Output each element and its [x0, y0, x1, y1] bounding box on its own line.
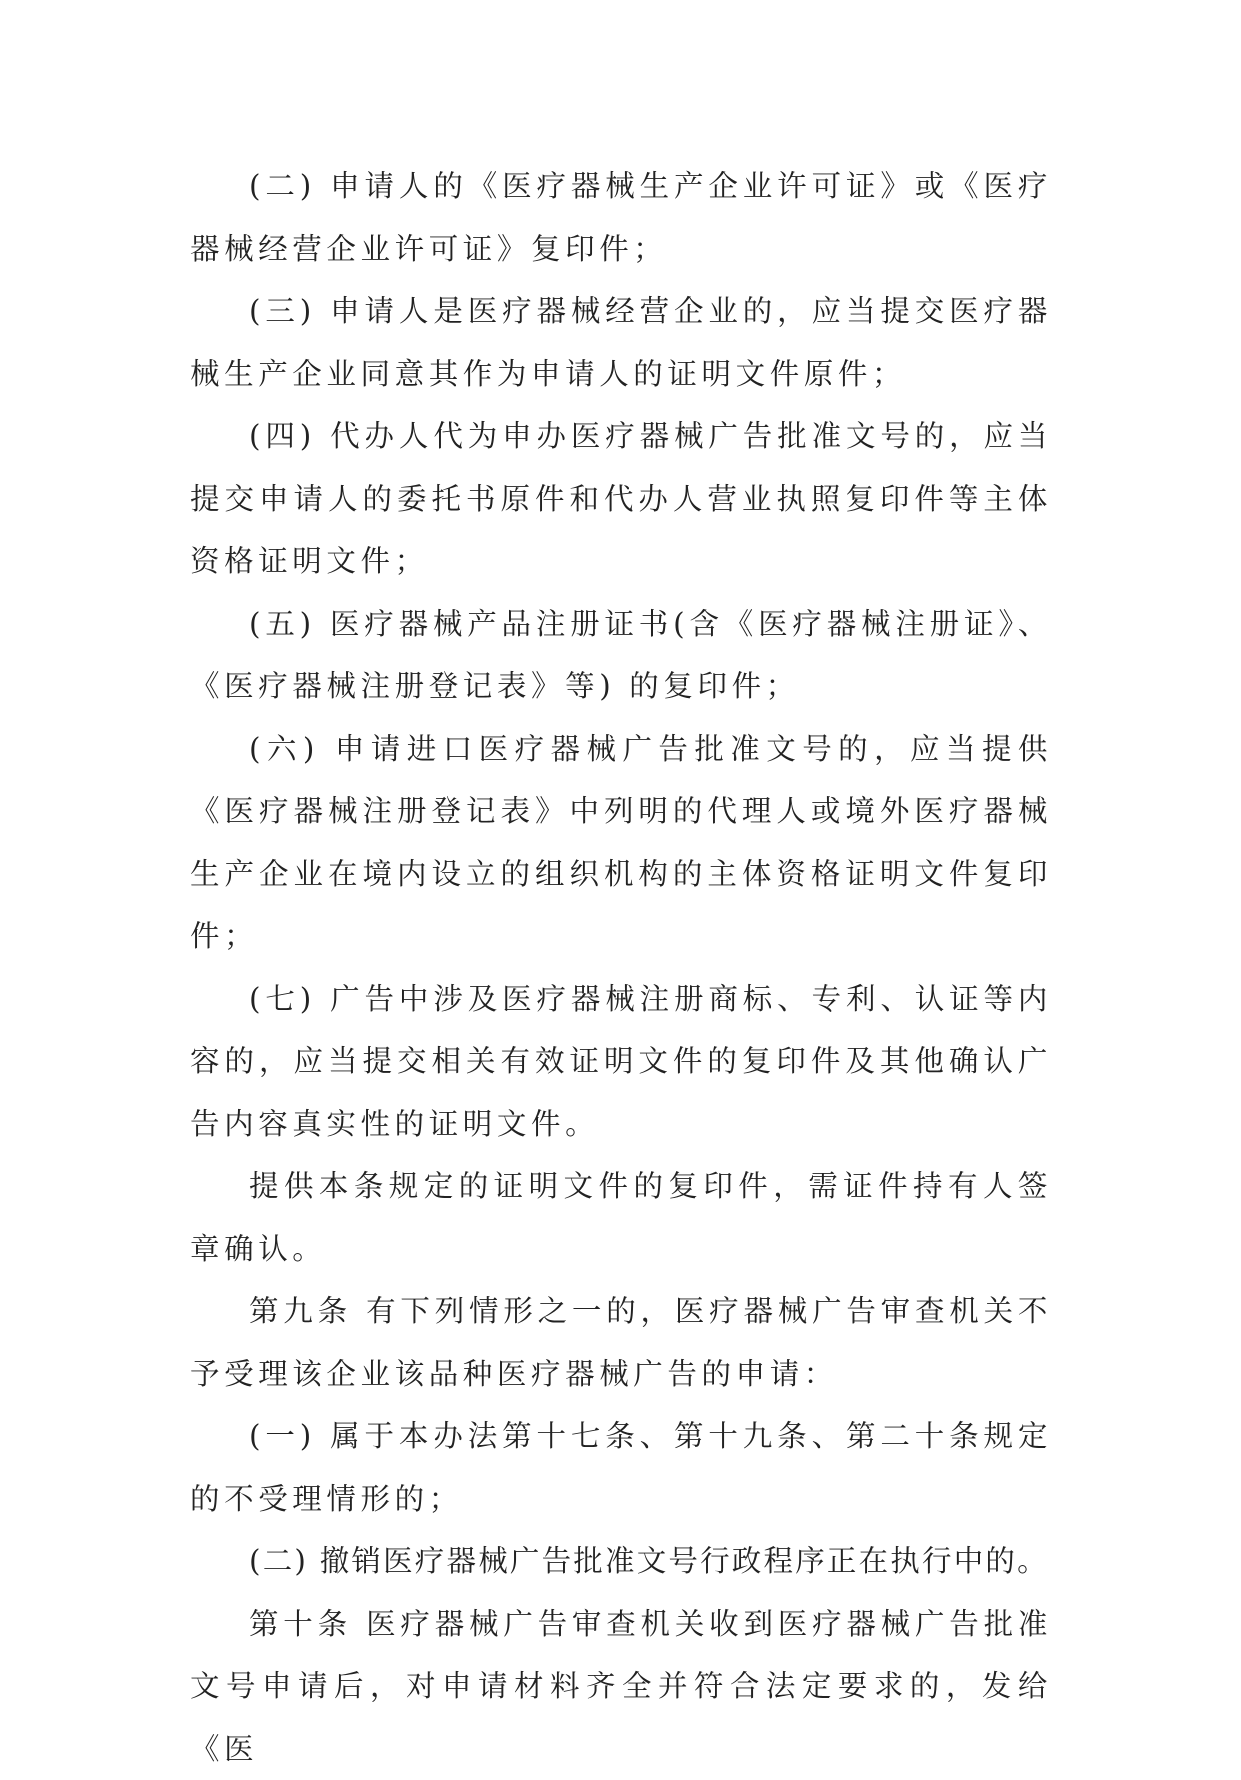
article-9-item-1: (一) 属于本办法第十七条、第十九条、第二十条规定的不受理情形的； [190, 1405, 1052, 1530]
article-10-paragraph: 第十条 医疗器械广告审查机关收到医疗器械广告批准文号申请后，对申请材料齐全并符合法定要求的，发给《医 [190, 1593, 1052, 1780]
paragraph-copy-confirmation: 提供本条规定的证明文件的复印件，需证件持有人签章确认。 [190, 1155, 1052, 1280]
article-9-heading-paragraph: 第九条 有下列情形之一的，医疗器械广告审查机关不予受理该企业该品种医疗器械广告的申请： [190, 1280, 1052, 1405]
paragraph-item-2: (二) 申请人的《医疗器械生产企业许可证》或《医疗器械经营企业许可证》复印件； [190, 155, 1052, 280]
paragraph-item-5: (五) 医疗器械产品注册证书(含《医疗器械注册证》、《医疗器械注册登记表》等) 的复印件； [190, 593, 1052, 718]
paragraph-item-4: (四) 代办人代为申办医疗器械广告批准文号的，应当提交申请人的委托书原件和代办人营业执照复印件等主体资格证明文件； [190, 405, 1052, 593]
paragraph-item-7: (七) 广告中涉及医疗器械注册商标、专利、认证等内容的，应当提交相关有效证明文件的复印件及其他确认广告内容真实性的证明文件。 [190, 968, 1052, 1156]
article-9-item-2: (二) 撤销医疗器械广告批准文号行政程序正在执行中的。 [190, 1530, 1052, 1593]
paragraph-item-3: (三) 申请人是医疗器械经营企业的，应当提交医疗器械生产企业同意其作为申请人的证明文件原件； [190, 280, 1052, 405]
document-body [190, 155, 1052, 1780]
paragraph-item-6: (六) 申请进口医疗器械广告批准文号的，应当提供《医疗器械注册登记表》中列明的代理人或境外医疗器械生产企业在境内设立的组织机构的主体资格证明文件复印件； [190, 718, 1052, 968]
